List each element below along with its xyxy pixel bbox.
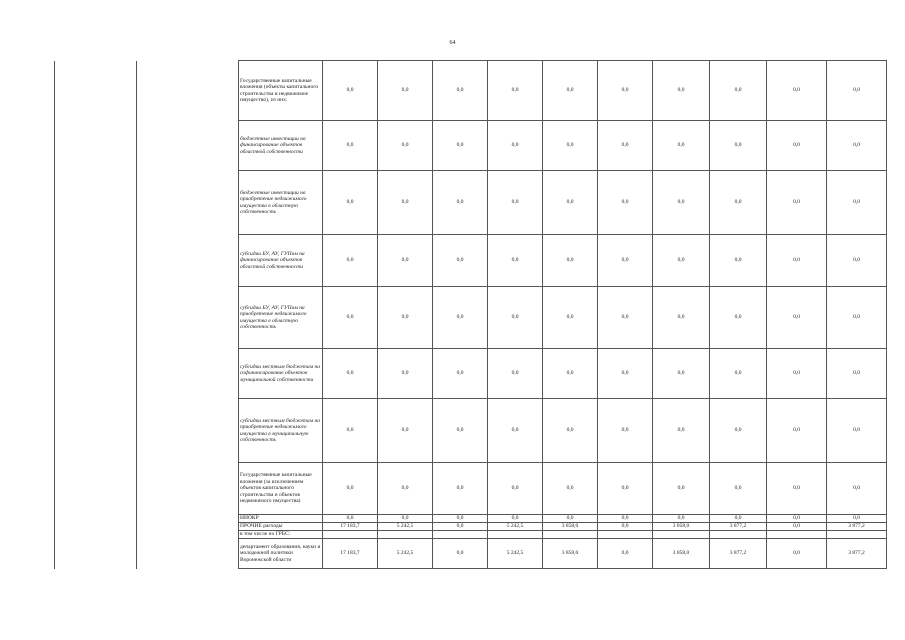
value-cell: 0,0: [488, 171, 543, 235]
table-row: [55, 515, 887, 523]
value-cell: 17 183,7: [323, 539, 378, 569]
value-cell: 0,0: [378, 171, 433, 235]
value-cell: [653, 531, 710, 539]
value-cell: 0,0: [653, 287, 710, 349]
blank-cell: [137, 235, 239, 287]
value-cell: 0,0: [543, 515, 598, 523]
blank-cell: [55, 399, 137, 463]
value-cell: 0,0: [767, 171, 827, 235]
value-cell: 0,0: [598, 235, 653, 287]
value-cell: 0,0: [378, 61, 433, 121]
value-cell: 3 858,0: [543, 523, 598, 531]
value-cell: [323, 531, 378, 539]
page-number: 64: [449, 40, 456, 46]
value-cell: 0,0: [433, 515, 488, 523]
row-label: НИОКР: [239, 515, 323, 523]
row-label: субсидии БУ, АУ, ГУПам на финансирование объектов областной собственности: [239, 235, 323, 287]
row-label: ПРОЧИЕ расходы: [239, 523, 323, 531]
value-cell: 0,0: [598, 463, 653, 515]
value-cell: 0,0: [488, 349, 543, 399]
blank-cell: [55, 515, 137, 523]
row-label: бюджетные инвестиции на приобретение недвижимого имущества в областную собственность: [239, 171, 323, 235]
value-cell: 0,0: [543, 171, 598, 235]
value-cell: 0,0: [543, 61, 598, 121]
value-cell: 0,0: [433, 61, 488, 121]
value-cell: [598, 531, 653, 539]
value-cell: 17 183,7: [323, 523, 378, 531]
blank-cell: [137, 531, 239, 539]
value-cell: 0,0: [488, 463, 543, 515]
blank-cell: [55, 463, 137, 515]
value-cell: 0,0: [767, 539, 827, 569]
value-cell: 0,0: [543, 463, 598, 515]
value-cell: 0,0: [653, 463, 710, 515]
value-cell: 0,0: [323, 235, 378, 287]
table-row: [55, 171, 887, 235]
value-cell: 0,0: [323, 61, 378, 121]
value-cell: 0,0: [433, 463, 488, 515]
value-cell: 0,0: [323, 349, 378, 399]
blank-cell: [137, 463, 239, 515]
value-cell: 0,0: [488, 61, 543, 121]
value-cell: 0,0: [767, 515, 827, 523]
value-cell: 0,0: [767, 399, 827, 463]
row-label: бюджетные инвестиции на финансирование объектов областной собственности: [239, 121, 323, 171]
table-row: [55, 463, 887, 515]
value-cell: 0,0: [488, 399, 543, 463]
value-cell: 0,0: [827, 235, 887, 287]
value-cell: 0,0: [488, 515, 543, 523]
value-cell: 0,0: [598, 287, 653, 349]
value-cell: 3 877,2: [827, 539, 887, 569]
blank-cell: [137, 523, 239, 531]
blank-cell: [137, 539, 239, 569]
value-cell: 0,0: [767, 61, 827, 121]
blank-cell: [55, 171, 137, 235]
table-row: [55, 235, 887, 287]
value-cell: 5 242,5: [488, 539, 543, 569]
value-cell: 0,0: [653, 235, 710, 287]
blank-cell: [137, 399, 239, 463]
blank-cell: [55, 349, 137, 399]
value-cell: 0,0: [543, 399, 598, 463]
value-cell: 0,0: [767, 121, 827, 171]
value-cell: 0,0: [598, 515, 653, 523]
value-cell: [488, 531, 543, 539]
value-cell: 0,0: [767, 523, 827, 531]
blank-cell: [137, 171, 239, 235]
value-cell: 0,0: [710, 463, 767, 515]
value-cell: 0,0: [767, 349, 827, 399]
blank-cell: [55, 61, 137, 121]
blank-cell: [55, 121, 137, 171]
blank-cell: [137, 349, 239, 399]
table-row: [55, 287, 887, 349]
value-cell: 0,0: [598, 399, 653, 463]
budget-table: [54, 60, 887, 569]
table-row: [55, 61, 887, 121]
blank-cell: [137, 61, 239, 121]
value-cell: 0,0: [433, 539, 488, 569]
value-cell: 0,0: [653, 171, 710, 235]
value-cell: [378, 531, 433, 539]
value-cell: 0,0: [598, 539, 653, 569]
value-cell: 0,0: [710, 171, 767, 235]
value-cell: 0,0: [543, 235, 598, 287]
value-cell: 0,0: [378, 287, 433, 349]
blank-cell: [55, 523, 137, 531]
blank-cell: [137, 287, 239, 349]
value-cell: 0,0: [323, 287, 378, 349]
value-cell: 0,0: [827, 515, 887, 523]
value-cell: 3 858,0: [653, 523, 710, 531]
value-cell: 0,0: [598, 171, 653, 235]
value-cell: 0,0: [827, 61, 887, 121]
value-cell: 0,0: [433, 287, 488, 349]
table-row: [55, 531, 887, 539]
value-cell: 0,0: [827, 121, 887, 171]
table-row: [55, 349, 887, 399]
value-cell: 3 877,2: [827, 523, 887, 531]
value-cell: 0,0: [543, 349, 598, 399]
value-cell: 0,0: [433, 349, 488, 399]
row-label: Государственные капитальные вложения (за исключением объектов капитального строительства и объектов недвижимого имущества): [239, 463, 323, 515]
value-cell: 0,0: [323, 463, 378, 515]
row-label: департамент образования, науки и молодежной политики Воронежской области: [239, 539, 323, 569]
row-label: субсидии местным бюджетам на софинансирование объектов муниципальной собственности: [239, 349, 323, 399]
value-cell: 0,0: [378, 399, 433, 463]
value-cell: 0,0: [710, 515, 767, 523]
value-cell: 3 877,2: [710, 539, 767, 569]
blank-cell: [137, 121, 239, 171]
value-cell: 0,0: [598, 121, 653, 171]
value-cell: 5 242,5: [378, 539, 433, 569]
value-cell: 0,0: [710, 61, 767, 121]
value-cell: 0,0: [710, 121, 767, 171]
value-cell: 0,0: [433, 399, 488, 463]
value-cell: 3 877,2: [710, 523, 767, 531]
value-cell: 0,0: [767, 235, 827, 287]
value-cell: 0,0: [653, 61, 710, 121]
value-cell: 0,0: [433, 171, 488, 235]
value-cell: 0,0: [767, 463, 827, 515]
value-cell: 0,0: [653, 399, 710, 463]
row-label: в том числе по ГРБС:: [239, 531, 323, 539]
value-cell: [767, 531, 827, 539]
value-cell: 5 242,5: [488, 523, 543, 531]
value-cell: 0,0: [323, 121, 378, 171]
value-cell: 0,0: [598, 61, 653, 121]
value-cell: 0,0: [767, 287, 827, 349]
blank-cell: [137, 515, 239, 523]
value-cell: 0,0: [598, 523, 653, 531]
value-cell: 0,0: [378, 235, 433, 287]
row-label: субсидии БУ, АУ, ГУПам на приобретение недвижимого имущества в областную собственность: [239, 287, 323, 349]
value-cell: 0,0: [378, 463, 433, 515]
table-row: [55, 399, 887, 463]
value-cell: 0,0: [323, 399, 378, 463]
value-cell: [433, 531, 488, 539]
value-cell: 0,0: [827, 171, 887, 235]
value-cell: 0,0: [433, 523, 488, 531]
value-cell: 0,0: [653, 121, 710, 171]
value-cell: 0,0: [710, 399, 767, 463]
value-cell: [827, 531, 887, 539]
value-cell: 0,0: [433, 121, 488, 171]
value-cell: 0,0: [827, 399, 887, 463]
value-cell: 0,0: [653, 349, 710, 399]
blank-cell: [55, 235, 137, 287]
value-cell: 5 242,5: [378, 523, 433, 531]
value-cell: 0,0: [710, 235, 767, 287]
value-cell: 0,0: [710, 349, 767, 399]
value-cell: 3 858,0: [543, 539, 598, 569]
blank-cell: [55, 531, 137, 539]
value-cell: 0,0: [543, 287, 598, 349]
value-cell: 0,0: [543, 121, 598, 171]
value-cell: 0,0: [488, 287, 543, 349]
table-row: [55, 121, 887, 171]
value-cell: 0,0: [598, 349, 653, 399]
value-cell: 0,0: [488, 235, 543, 287]
value-cell: 3 858,0: [653, 539, 710, 569]
value-cell: 0,0: [827, 287, 887, 349]
value-cell: 0,0: [488, 121, 543, 171]
blank-cell: [55, 539, 137, 569]
table-row: [55, 539, 887, 569]
value-cell: 0,0: [653, 515, 710, 523]
table-row: [55, 523, 887, 531]
value-cell: 0,0: [433, 235, 488, 287]
row-label: субсидии местным бюджетам на приобретение недвижимого имущества в муниципальную собственность: [239, 399, 323, 463]
value-cell: 0,0: [378, 349, 433, 399]
row-label: Государственные капитальные вложения (объекты капитального строительства и недвижимое имущество), из них:: [239, 61, 323, 121]
value-cell: 0,0: [710, 287, 767, 349]
value-cell: 0,0: [323, 515, 378, 523]
value-cell: [710, 531, 767, 539]
blank-cell: [55, 287, 137, 349]
value-cell: 0,0: [378, 515, 433, 523]
value-cell: 0,0: [378, 121, 433, 171]
value-cell: [543, 531, 598, 539]
value-cell: 0,0: [827, 463, 887, 515]
value-cell: 0,0: [827, 349, 887, 399]
value-cell: 0,0: [323, 171, 378, 235]
